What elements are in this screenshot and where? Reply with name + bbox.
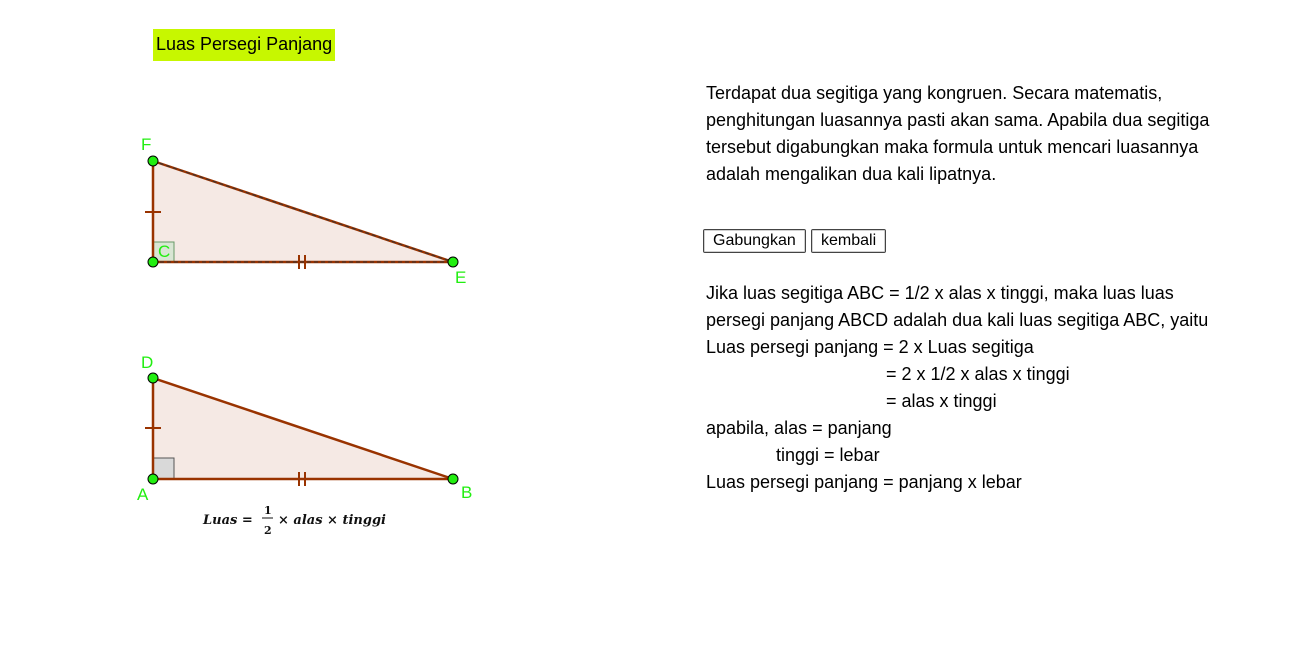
formula-denominator: 2 xyxy=(264,524,272,537)
explanation-line: apabila, alas = panjang xyxy=(706,418,892,438)
explanation-text xyxy=(706,280,1208,496)
intro-line: penghitungan luasannya pasti akan sama. Apabila dua segitiga xyxy=(706,110,1210,130)
explanation-line: Luas persegi panjang = 2 x Luas segitiga xyxy=(706,337,1034,357)
explanation-line: tinggi = lebar xyxy=(776,445,880,465)
intro-line: Terdapat dua segitiga yang kongruen. Secara matematis, xyxy=(706,83,1163,103)
back-button[interactable]: kembali xyxy=(811,229,886,253)
point-c[interactable] xyxy=(148,257,158,267)
point-e[interactable] xyxy=(448,257,458,267)
label-d: D xyxy=(141,353,154,372)
explanation-line: Jika luas segitiga ABC = 1/2 x alas x tinggi, maka luas luas xyxy=(706,283,1174,303)
explanation-line: = 2 x 1/2 x alas x tinggi xyxy=(886,364,1070,384)
intro-line: tersebut digabungkan maka formula untuk mencari luasannya xyxy=(706,137,1199,157)
formula-numerator: 1 xyxy=(264,504,272,517)
point-f[interactable] xyxy=(148,156,158,166)
intro-line: adalah mengalikan dua kali lipatnya. xyxy=(706,164,997,184)
intro-text xyxy=(706,80,1209,188)
point-b[interactable] xyxy=(448,474,458,484)
label-c: C xyxy=(158,242,171,261)
applet-title: Luas Persegi Panjang xyxy=(153,29,335,61)
formula-lhs: Luas = xyxy=(203,513,253,528)
explanation-line: = alas x tinggi xyxy=(886,391,997,411)
label-b: B xyxy=(461,483,473,502)
triangle-dab[interactable] xyxy=(137,353,472,504)
explanation-line: Luas persegi panjang = panjang x lebar xyxy=(706,472,1022,492)
combine-button[interactable]: Gabungkan xyxy=(703,229,806,253)
label-a: A xyxy=(137,485,149,504)
point-a[interactable] xyxy=(148,474,158,484)
explanation-line: persegi panjang ABCD adalah dua kali luas segitiga ABC, yaitu xyxy=(706,310,1209,330)
formula-rhs: × alas × tinggi xyxy=(278,513,386,528)
triangle-fce[interactable] xyxy=(141,135,466,287)
area-formula xyxy=(202,504,386,537)
point-d[interactable] xyxy=(148,373,158,383)
label-e: E xyxy=(455,268,467,287)
label-f: F xyxy=(141,135,152,154)
